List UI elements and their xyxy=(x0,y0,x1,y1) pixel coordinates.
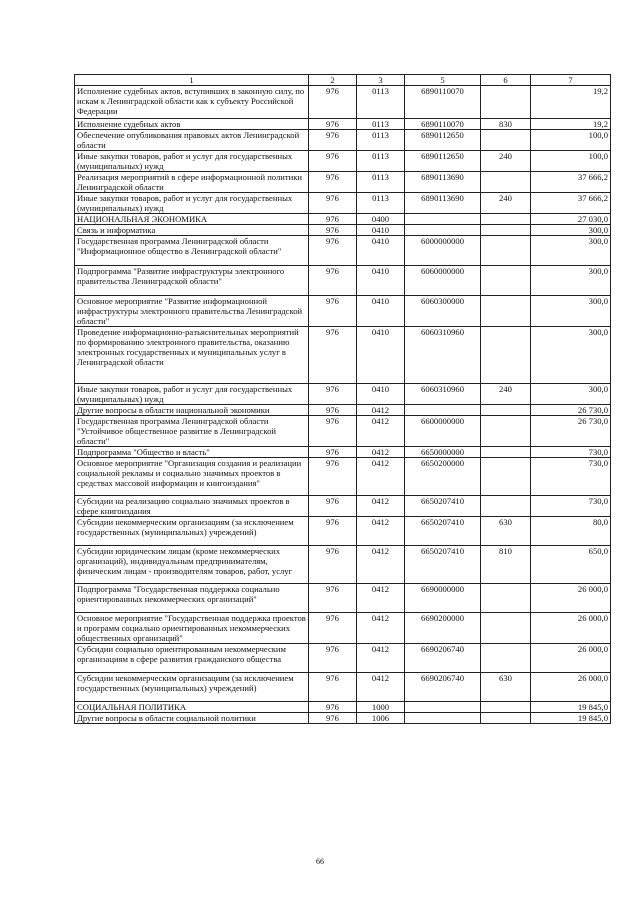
row-expense-type-cell xyxy=(481,416,531,447)
row-name-cell: СОЦИАЛЬНАЯ ПОЛИТИКА xyxy=(75,702,309,713)
row-target-article-cell xyxy=(405,405,481,416)
row-name-cell: Проведение информационно-разъяснительных мероприятий по формированию электронного правительства, оказанию электронных государственных и муниципальных услуг в Ленинградской области xyxy=(75,327,309,384)
row-department-cell: 976 xyxy=(309,193,357,214)
row-amount-cell: 730,0 xyxy=(531,447,611,458)
table-row xyxy=(75,458,611,496)
row-target-article-cell xyxy=(405,713,481,724)
row-target-article-cell: 6060310960 xyxy=(405,384,481,405)
row-amount-cell: 650,0 xyxy=(531,546,611,584)
row-target-article-cell: 6890112650 xyxy=(405,130,481,151)
row-department-cell: 976 xyxy=(309,644,357,673)
row-amount-cell: 26 730,0 xyxy=(531,405,611,416)
row-department-cell: 976 xyxy=(309,416,357,447)
row-amount-cell: 300,0 xyxy=(531,384,611,405)
row-target-article-cell: 6650207410 xyxy=(405,517,481,546)
row-amount-cell: 300,0 xyxy=(531,236,611,266)
row-expense-type-cell xyxy=(481,236,531,266)
row-expense-type-cell xyxy=(481,447,531,458)
row-amount-cell: 100,0 xyxy=(531,130,611,151)
row-target-article-cell xyxy=(405,214,481,225)
row-department-cell: 976 xyxy=(309,713,357,724)
row-department-cell: 976 xyxy=(309,496,357,517)
table-row xyxy=(75,236,611,266)
row-department-cell: 976 xyxy=(309,546,357,584)
row-expense-type-cell xyxy=(481,644,531,673)
table-row xyxy=(75,214,611,225)
table-row xyxy=(75,644,611,673)
row-name-cell: Другие вопросы в области социальной политики xyxy=(75,713,309,724)
row-target-article-cell: 6060000000 xyxy=(405,266,481,296)
row-expense-type-cell: 630 xyxy=(481,673,531,702)
row-section-cell: 0113 xyxy=(357,151,405,172)
row-section-cell: 0412 xyxy=(357,458,405,496)
row-department-cell: 976 xyxy=(309,119,357,130)
table-row xyxy=(75,172,611,193)
table-row xyxy=(75,225,611,236)
row-expense-type-cell xyxy=(481,327,531,384)
row-amount-cell: 300,0 xyxy=(531,327,611,384)
row-section-cell: 0410 xyxy=(357,236,405,266)
row-name-cell: Обеспечение опубликования правовых актов Ленинградской области xyxy=(75,130,309,151)
row-name-cell: Реализация мероприятий в сфере информационной политики Ленинградской области xyxy=(75,172,309,193)
row-expense-type-cell: 810 xyxy=(481,546,531,584)
row-target-article-cell: 6650000000 xyxy=(405,447,481,458)
row-target-article-cell: 6690200000 xyxy=(405,613,481,644)
table-row xyxy=(75,496,611,517)
row-target-article-cell: 6890113690 xyxy=(405,172,481,193)
table-row xyxy=(75,151,611,172)
row-name-cell: Иные закупки товаров, работ и услуг для государственных (муниципальных) нужд xyxy=(75,193,309,214)
table-row xyxy=(75,546,611,584)
row-amount-cell: 26 000,0 xyxy=(531,584,611,613)
column-header-amount: 7 xyxy=(531,75,611,86)
row-expense-type-cell xyxy=(481,713,531,724)
row-department-cell: 976 xyxy=(309,266,357,296)
row-amount-cell: 80,0 xyxy=(531,517,611,546)
row-expense-type-cell xyxy=(481,584,531,613)
row-department-cell: 976 xyxy=(309,327,357,384)
row-department-cell: 976 xyxy=(309,172,357,193)
table-row xyxy=(75,702,611,713)
table-row xyxy=(75,447,611,458)
row-name-cell: Исполнение судебных актов, вступивших в законную силу, по искам к Ленинградской области как к субъекту Российской Федерации xyxy=(75,86,309,119)
table-row xyxy=(75,296,611,327)
row-name-cell: Подпрограмма "Общество и власть" xyxy=(75,447,309,458)
row-target-article-cell: 6650207410 xyxy=(405,496,481,517)
row-name-cell: Субсидии на реализацию социально значимых проектов в сфере книгоиздания xyxy=(75,496,309,517)
row-amount-cell: 37 666,2 xyxy=(531,172,611,193)
row-amount-cell: 100,0 xyxy=(531,151,611,172)
row-amount-cell: 19 845,0 xyxy=(531,702,611,713)
table-row xyxy=(75,584,611,613)
row-name-cell: Основное мероприятие "Организация создания и реализации социальной рекламы и социально значимых проектов в средствах массовой информации и книгоиздания" xyxy=(75,458,309,496)
row-name-cell: Субсидии некоммерческим организациям (за исключением государственных (муниципальных) учреждений) xyxy=(75,673,309,702)
row-target-article-cell: 6890112650 xyxy=(405,151,481,172)
row-target-article-cell: 6600000000 xyxy=(405,416,481,447)
table-row xyxy=(75,713,611,724)
column-header-name: 1 xyxy=(75,75,309,86)
row-section-cell: 0412 xyxy=(357,496,405,517)
row-department-cell: 976 xyxy=(309,130,357,151)
row-section-cell: 0412 xyxy=(357,673,405,702)
row-section-cell: 1000 xyxy=(357,702,405,713)
row-target-article-cell: 6890110070 xyxy=(405,119,481,130)
row-section-cell: 0412 xyxy=(357,517,405,546)
row-section-cell: 0412 xyxy=(357,546,405,584)
table-row xyxy=(75,266,611,296)
row-expense-type-cell xyxy=(481,296,531,327)
row-expense-type-cell: 240 xyxy=(481,193,531,214)
row-expense-type-cell: 630 xyxy=(481,517,531,546)
row-department-cell: 976 xyxy=(309,151,357,172)
row-section-cell: 0113 xyxy=(357,86,405,119)
row-section-cell: 0113 xyxy=(357,130,405,151)
row-department-cell: 976 xyxy=(309,225,357,236)
row-department-cell: 976 xyxy=(309,458,357,496)
table-row xyxy=(75,416,611,447)
table-row xyxy=(75,405,611,416)
column-header-department: 2 xyxy=(309,75,357,86)
row-amount-cell: 300,0 xyxy=(531,296,611,327)
row-name-cell: Субсидии некоммерческим организациям (за исключением государственных (муниципальных) учреждений) xyxy=(75,517,309,546)
table-row xyxy=(75,327,611,384)
table-row xyxy=(75,517,611,546)
row-amount-cell: 19,2 xyxy=(531,86,611,119)
row-amount-cell: 26 730,0 xyxy=(531,416,611,447)
row-section-cell: 0412 xyxy=(357,644,405,673)
row-section-cell: 0410 xyxy=(357,266,405,296)
column-header-expense-type: 6 xyxy=(481,75,531,86)
row-department-cell: 976 xyxy=(309,384,357,405)
row-section-cell: 0113 xyxy=(357,172,405,193)
row-expense-type-cell xyxy=(481,458,531,496)
row-expense-type-cell xyxy=(481,405,531,416)
row-name-cell: Иные закупки товаров, работ и услуг для государственных (муниципальных) нужд xyxy=(75,151,309,172)
row-department-cell: 976 xyxy=(309,517,357,546)
column-header-section: 3 xyxy=(357,75,405,86)
row-expense-type-cell xyxy=(481,496,531,517)
row-amount-cell: 26 000,0 xyxy=(531,644,611,673)
row-target-article-cell: 6890113690 xyxy=(405,193,481,214)
row-expense-type-cell xyxy=(481,702,531,713)
row-name-cell: Подпрограмма "Развитие инфраструктуры электронного правительства Ленинградской области" xyxy=(75,266,309,296)
row-section-cell: 1006 xyxy=(357,713,405,724)
row-section-cell: 0400 xyxy=(357,214,405,225)
row-expense-type-cell xyxy=(481,172,531,193)
row-section-cell: 0113 xyxy=(357,119,405,130)
row-section-cell: 0412 xyxy=(357,584,405,613)
row-amount-cell: 300,0 xyxy=(531,225,611,236)
row-amount-cell: 19 845,0 xyxy=(531,713,611,724)
row-name-cell: Иные закупки товаров, работ и услуг для государственных (муниципальных) нужд xyxy=(75,384,309,405)
row-department-cell: 976 xyxy=(309,405,357,416)
row-target-article-cell: 6690206740 xyxy=(405,644,481,673)
row-target-article-cell: 6690000000 xyxy=(405,584,481,613)
row-amount-cell: 730,0 xyxy=(531,496,611,517)
row-name-cell: Основное мероприятие "Развитие информационной инфраструктуры электронного правительства Ленинградской области" xyxy=(75,296,309,327)
row-amount-cell: 26 000,0 xyxy=(531,673,611,702)
row-expense-type-cell xyxy=(481,266,531,296)
row-target-article-cell: 6060310960 xyxy=(405,327,481,384)
row-name-cell: Государственная программа Ленинградской области "Информационное общество в Ленинградской области" xyxy=(75,236,309,266)
row-target-article-cell: 6690206740 xyxy=(405,673,481,702)
row-expense-type-cell: 830 xyxy=(481,119,531,130)
row-expense-type-cell xyxy=(481,613,531,644)
row-amount-cell: 27 030,0 xyxy=(531,214,611,225)
row-department-cell: 976 xyxy=(309,673,357,702)
row-expense-type-cell xyxy=(481,225,531,236)
row-target-article-cell: 6000000000 xyxy=(405,236,481,266)
row-name-cell: НАЦИОНАЛЬНАЯ ЭКОНОМИКА xyxy=(75,214,309,225)
row-target-article-cell: 6060300000 xyxy=(405,296,481,327)
row-section-cell: 0412 xyxy=(357,613,405,644)
row-department-cell: 976 xyxy=(309,296,357,327)
row-name-cell: Основное мероприятие "Государственная поддержка проектов и программ социально ориентированных некоммерческих общественных организаций" xyxy=(75,613,309,644)
row-department-cell: 976 xyxy=(309,702,357,713)
row-amount-cell: 37 666,2 xyxy=(531,193,611,214)
row-section-cell: 0410 xyxy=(357,384,405,405)
page-number: 66 xyxy=(316,857,324,866)
table-body xyxy=(75,86,611,724)
row-target-article-cell: 6650200000 xyxy=(405,458,481,496)
row-section-cell: 0410 xyxy=(357,225,405,236)
row-name-cell: Исполнение судебных актов xyxy=(75,119,309,130)
row-amount-cell: 730,0 xyxy=(531,458,611,496)
table-row xyxy=(75,384,611,405)
row-section-cell: 0410 xyxy=(357,296,405,327)
table-row xyxy=(75,673,611,702)
row-target-article-cell: 6890110070 xyxy=(405,86,481,119)
table-row xyxy=(75,613,611,644)
row-department-cell: 976 xyxy=(309,613,357,644)
row-section-cell: 0412 xyxy=(357,447,405,458)
row-target-article-cell: 6650207410 xyxy=(405,546,481,584)
row-department-cell: 976 xyxy=(309,447,357,458)
row-expense-type-cell: 240 xyxy=(481,151,531,172)
row-name-cell: Субсидии социально ориентированным некоммерческим организациям в сфере развития гражданского общества xyxy=(75,644,309,673)
row-expense-type-cell: 240 xyxy=(481,384,531,405)
row-section-cell: 0412 xyxy=(357,416,405,447)
row-section-cell: 0113 xyxy=(357,193,405,214)
row-department-cell: 976 xyxy=(309,86,357,119)
row-department-cell: 976 xyxy=(309,214,357,225)
row-amount-cell: 19,2 xyxy=(531,119,611,130)
row-expense-type-cell xyxy=(481,214,531,225)
row-name-cell: Связь и информатика xyxy=(75,225,309,236)
table-row xyxy=(75,119,611,130)
table-row xyxy=(75,193,611,214)
row-target-article-cell xyxy=(405,702,481,713)
table-header-row xyxy=(75,75,611,86)
row-section-cell: 0412 xyxy=(357,405,405,416)
budget-table xyxy=(74,74,611,724)
row-name-cell: Другие вопросы в области национальной экономики xyxy=(75,405,309,416)
row-section-cell: 0410 xyxy=(357,327,405,384)
row-amount-cell: 300,0 xyxy=(531,266,611,296)
row-amount-cell: 26 000,0 xyxy=(531,613,611,644)
row-department-cell: 976 xyxy=(309,236,357,266)
column-header-target-article: 5 xyxy=(405,75,481,86)
row-target-article-cell xyxy=(405,225,481,236)
table-row xyxy=(75,130,611,151)
row-expense-type-cell xyxy=(481,130,531,151)
table-row xyxy=(75,86,611,119)
row-department-cell: 976 xyxy=(309,584,357,613)
row-name-cell: Субсидии юридическим лицам (кроме некоммерческих организаций), индивидуальным предпринимателям, физическим лицам - производителям товаров, работ, услуг xyxy=(75,546,309,584)
row-name-cell: Подпрограмма "Государственная поддержка социально ориентированных некоммерческих организаций" xyxy=(75,584,309,613)
row-name-cell: Государственная программа Ленинградской области "Устойчивое общественное развитие в Ленинградской области" xyxy=(75,416,309,447)
row-expense-type-cell xyxy=(481,86,531,119)
